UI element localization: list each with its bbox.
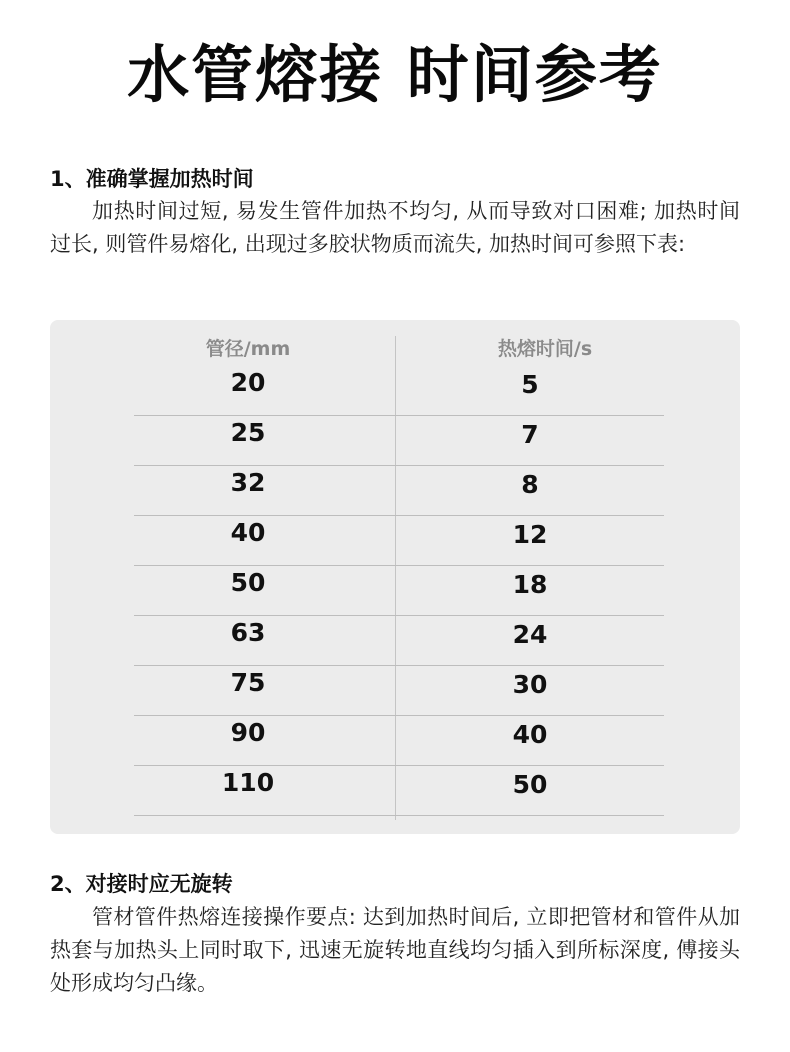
- header-pipe-diameter: 管径/mm: [205, 338, 291, 360]
- section-2-body: 管材管件热熔连接操作要点: 达到加热时间后, 立即把管材和管件从加热套与加热头上同时取下, 迅速无旋转地直线均匀插入到所标深度, 傅接头处形成均匀凸缘。: [50, 905, 740, 995]
- heating-time-table: [50, 320, 740, 834]
- page-title: 水管熔接 时间参考: [127, 38, 663, 111]
- section-2-heading: 2、对接时应无旋转: [50, 872, 233, 896]
- cell-heating-time: 12: [512, 520, 548, 549]
- cell-pipe-diameter: 90: [230, 718, 266, 747]
- cell-pipe-diameter: 20: [230, 368, 266, 397]
- cell-heating-time: 24: [512, 620, 548, 649]
- table-row: [134, 766, 664, 816]
- cell-heating-time: 8: [521, 470, 539, 499]
- cell-pipe-diameter: 25: [230, 418, 266, 447]
- cell-heating-time: 50: [512, 770, 548, 799]
- cell-pipe-diameter: 63: [230, 618, 266, 647]
- section-1-heading: 1、准确掌握加热时间: [50, 167, 254, 191]
- cell-pipe-diameter: 40: [230, 518, 266, 547]
- cell-pipe-diameter: 50: [230, 568, 266, 597]
- section-1-body: 加热时间过短, 易发生管件加热不均匀, 从而导致对口困难; 加热时间过长, 则管件易熔化, 出现过多胶状物质而流失, 加热时间可参照下表:: [50, 199, 740, 256]
- cell-pipe-diameter: 32: [230, 468, 266, 497]
- header-heating-time: 热熔时间/s: [497, 338, 593, 360]
- cell-heating-time: 5: [521, 370, 539, 399]
- cell-heating-time: 7: [521, 420, 539, 449]
- cell-heating-time: 18: [512, 570, 548, 599]
- cell-heating-time: 30: [512, 670, 548, 699]
- cell-pipe-diameter: 75: [230, 668, 266, 697]
- row-divider: [134, 815, 664, 816]
- cell-heating-time: 40: [512, 720, 548, 749]
- cell-pipe-diameter: 110: [221, 768, 275, 797]
